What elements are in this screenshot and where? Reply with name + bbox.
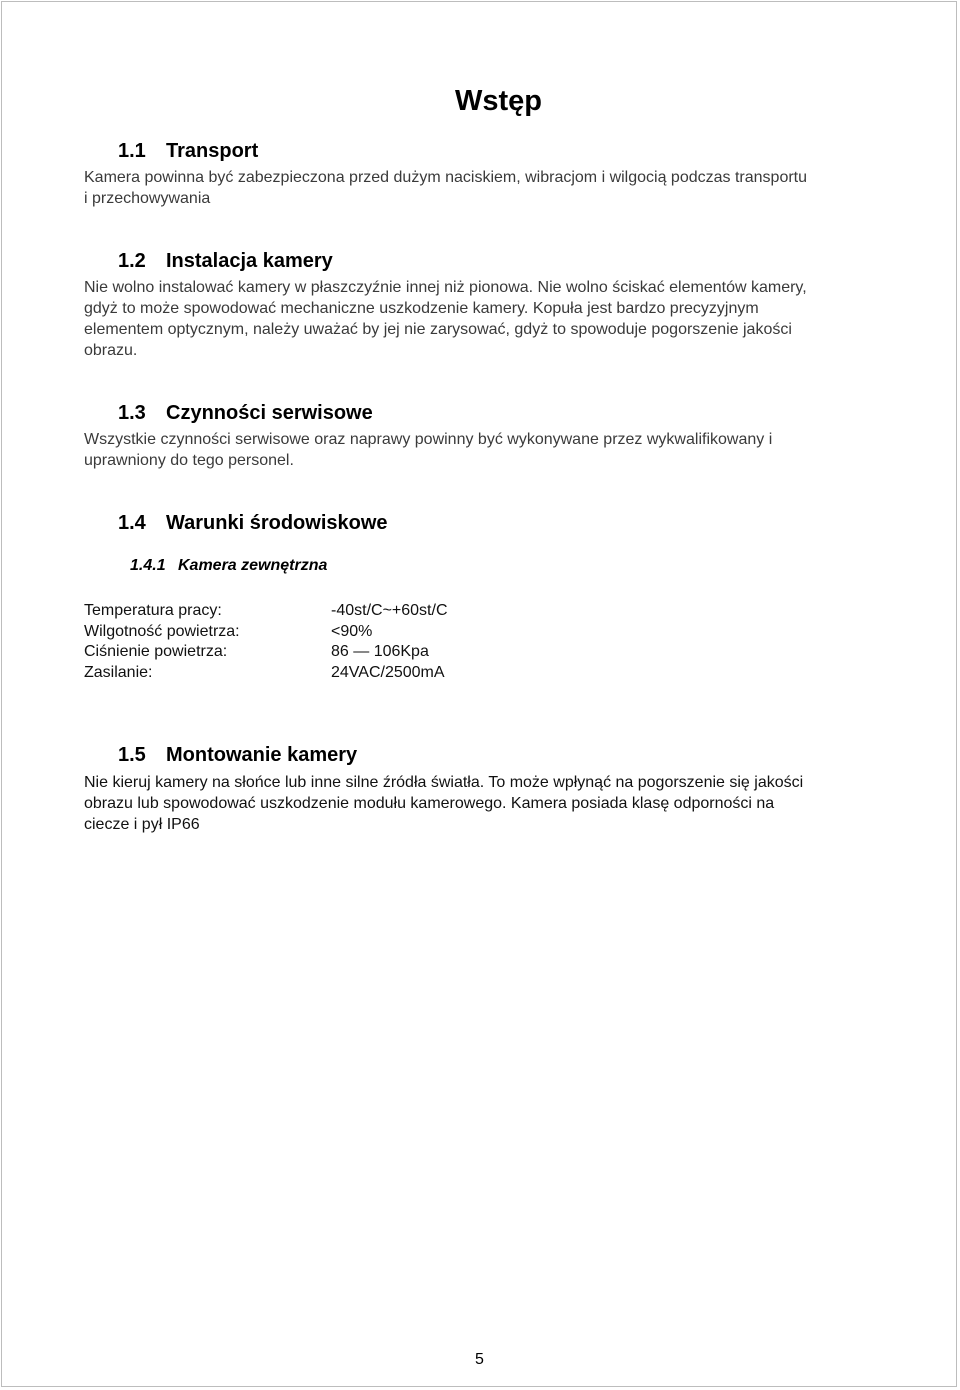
spec-label: Zasilanie: xyxy=(84,663,153,681)
spec-label: Ciśnienie powietrza: xyxy=(84,643,228,660)
section-number: 1.5 xyxy=(118,744,146,766)
spec-row xyxy=(84,601,448,622)
spec-label: Temperatura pracy: xyxy=(84,602,222,619)
text-line: uprawniony do tego personel. xyxy=(84,452,294,469)
section-heading-transport xyxy=(118,138,258,164)
section-heading-warunki xyxy=(118,510,388,536)
text-line: Wszystkie czynności serwisowe oraz naprawy powinny być wykonywane przez wykwalifikowany i xyxy=(84,431,773,448)
text-line: obrazu. xyxy=(84,342,138,359)
text-line: gdyż to może spowodować mechaniczne uszkodzenie kamery. Kopuła jest bardzo precyzyjnym xyxy=(84,300,759,317)
page-number: 5 xyxy=(475,1351,484,1368)
section-number: 1.1 xyxy=(118,140,146,162)
text-line: elementem optycznym, należy uważać by jej nie zarysować, gdyż to spowoduje pogorszenie jakości xyxy=(84,321,792,338)
section-heading-instalacja xyxy=(118,248,333,274)
section-body-transport xyxy=(84,167,884,209)
text-line: Nie kieruj kamery na słońce lub inne silne źródła światła. To może wpłynąć na pogorszenie się jakości xyxy=(84,774,804,791)
section-title: Warunki środowiskowe xyxy=(166,512,388,534)
section-heading-serwis xyxy=(118,400,373,426)
section-body-instalacja xyxy=(84,277,884,361)
section-number: 1.3 xyxy=(118,402,146,424)
spec-value: <90% xyxy=(331,622,373,640)
section-heading-montowanie xyxy=(118,742,357,768)
text-line: Kamera powinna być zabezpieczona przed dużym naciskiem, wibracjom i wilgocią podczas transportu xyxy=(84,169,808,186)
section-number: 1.4 xyxy=(118,512,146,534)
section-number: 1.2 xyxy=(118,250,146,272)
text-line: Nie wolno instalować kamery w płaszczyźnie innej niż pionowa. Nie wolno ściskać elementów kamery, xyxy=(84,279,807,296)
chapter-title: Wstęp xyxy=(455,85,542,117)
text-line: obrazu lub spowodować uszkodzenie modułu kamerowego. Kamera posiada klasę odporności na xyxy=(84,795,775,812)
spec-row xyxy=(84,622,448,643)
section-title: Czynności serwisowe xyxy=(166,402,373,424)
spec-value: 24VAC/2500mA xyxy=(331,663,445,681)
section-title: Instalacja kamery xyxy=(166,250,333,272)
subsection-number: 1.4.1 xyxy=(130,557,166,574)
subsection-heading xyxy=(130,555,327,577)
spec-row xyxy=(84,663,448,684)
section-title: Montowanie kamery xyxy=(166,744,358,766)
section-body-montowanie xyxy=(84,772,884,835)
text-line: ciecze i pył IP66 xyxy=(84,816,200,833)
section-body-serwis xyxy=(84,429,884,471)
spec-value: -40st/C~+60st/C xyxy=(331,602,448,619)
section-title: Transport xyxy=(166,140,259,162)
spec-row xyxy=(84,642,448,663)
spec-value: 86 — 106Kpa xyxy=(331,643,429,660)
subsection-title: Kamera zewnętrzna xyxy=(178,557,328,574)
text-line: i przechowywania xyxy=(84,190,211,207)
spec-label: Wilgotność powietrza: xyxy=(84,622,240,640)
spec-table xyxy=(84,601,448,683)
